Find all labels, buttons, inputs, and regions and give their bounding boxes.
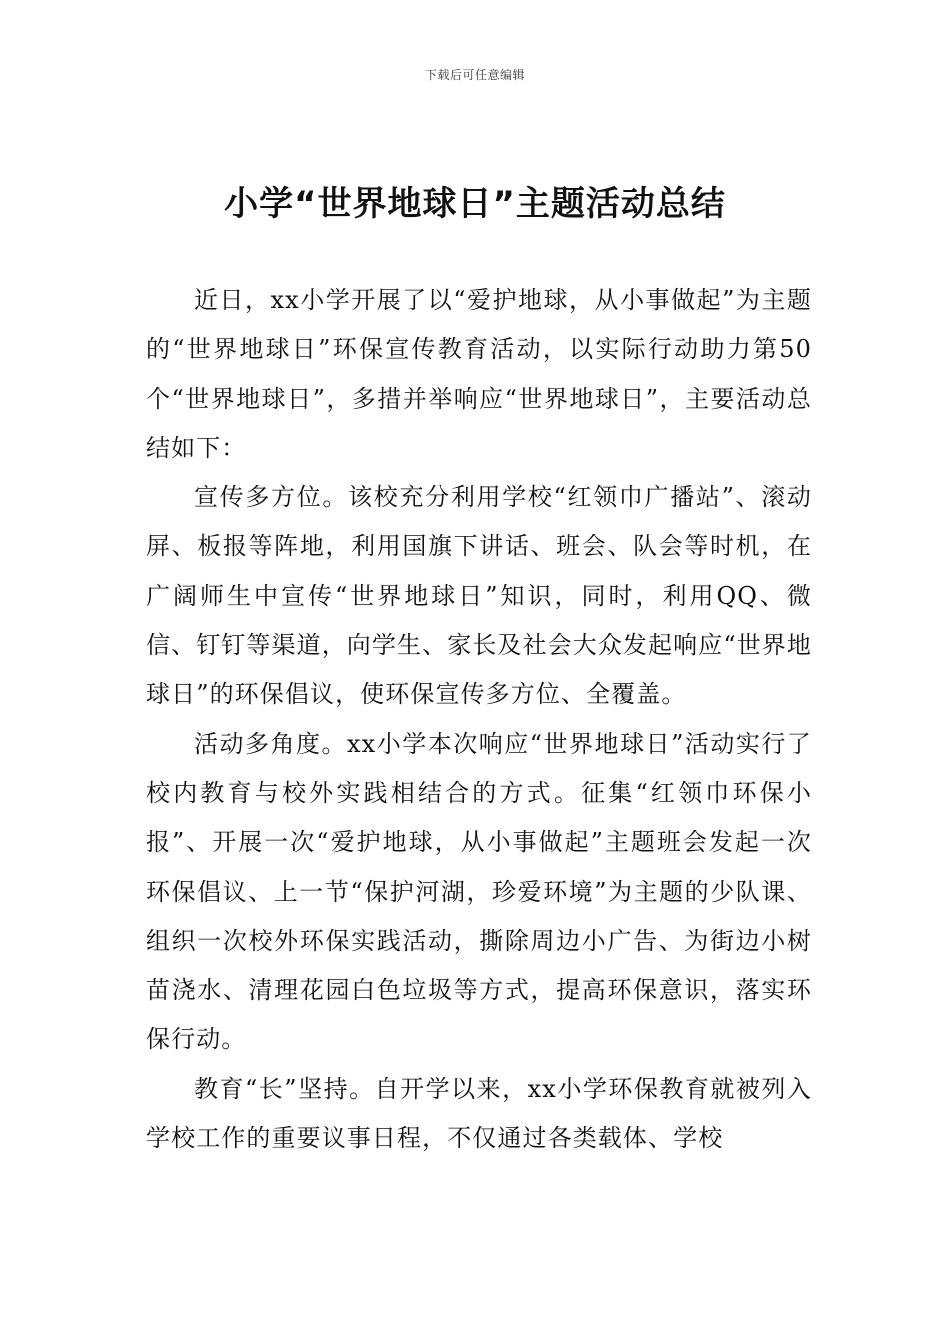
paragraph-activities: 活动多角度。xx小学本次响应“世界地球日”活动实行了校内教育与校外实践相结合的方式。征集“红领巾环保小报”、开展一次“爱护地球，从小事做起”主题班会发起一次环保倡议、上一节“保护河湖，珍爱环境”为主题的少队课、组织一次校外环保实践活动，撕除周边小广告、为街边小树苗浇水、清理花园白色垃圾等方式，提高环保意识，落实环保行动。 [146,729,812,1054]
document-body [146,276,812,1163]
paragraph-intro: 近日，xx小学开展了以“爱护地球，从小事做起”为主题的“世界地球日”环保宣传教育活动，以实际行动助力第50个“世界地球日”，多措并举响应“世界地球日”，主要活动总结如下： [146,286,812,462]
document-title: 小学“世界地球日”主题活动总结 [224,184,726,224]
paragraph-education: 教育“长”坚持。自开学以来，xx小学环保教育就被列入学校工作的重要议事日程，不仅通过各类载体、学校 [146,1074,812,1153]
header-note: 下载后可任意编辑 [424,68,525,82]
paragraph-publicity: 宣传多方位。该校充分利用学校“红领巾广播站”、滚动屏、板报等阵地，利用国旗下讲话、班会、队会等时机，在广阔师生中宣传“世界地球日”知识，同时，利用QQ、微信、钉钉等渠道，向学生、家长及社会大众发起响应“世界地球日”的环保倡议，使环保宣传多方位、全覆盖。 [146,483,812,709]
